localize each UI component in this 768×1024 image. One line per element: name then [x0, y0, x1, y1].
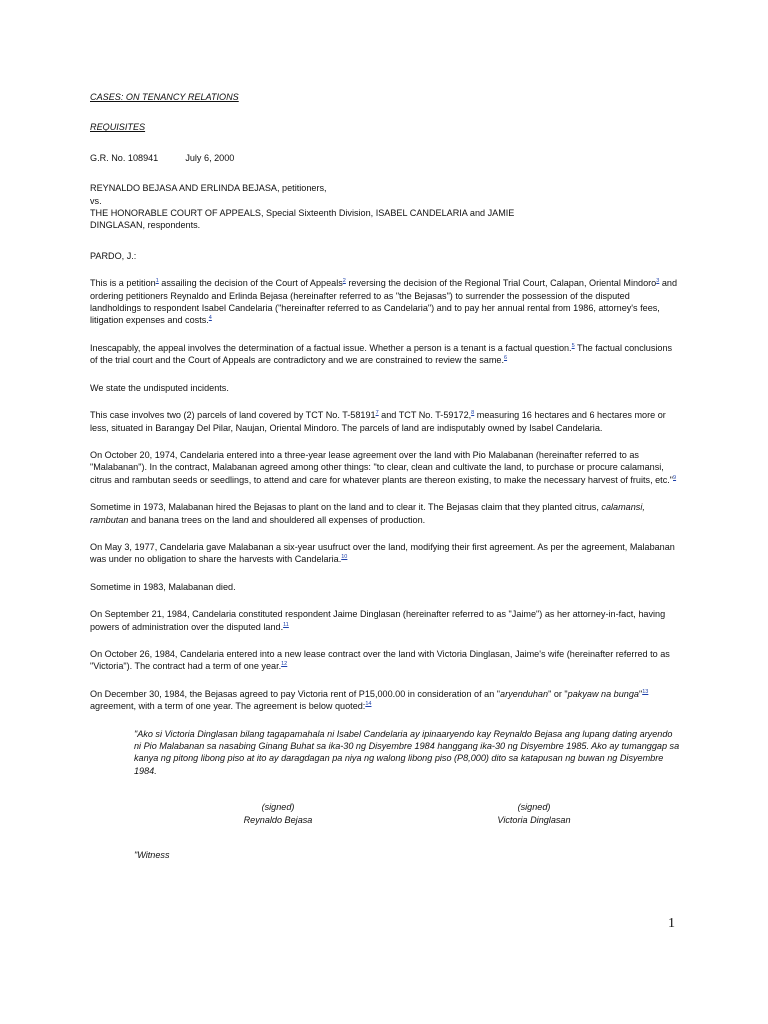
- document-title: CASES: ON TENANCY RELATIONS: [90, 92, 239, 102]
- paragraph-text: On October 20, 1974, Candelaria entered into a three-year lease agreement over the land with Pio Malabanan (hereinafter referred to as "Malabanan"). In the contract, Malabanan agreed among other things: "to clear, clean and cultivate the land, to purchase or procure calamansi, citrus and rambutan seeds or seedlings, to attend and care for whatever plants are thereon existing, to make the necessary harvest of fruits, etc.": [90, 449, 674, 485]
- paragraph-text: and ordering petitioners Reynaldo and Erlinda Bejasa (hereinafter referred to as "the Bejasas") to surrender the possession of the disputed landholdings to respondent Isabel Candelaria ("hereinafter referred to as Candelaria") and to pay her annual rental from 1986, attorney's fees, litigation expenses and costs.: [90, 278, 677, 326]
- paragraph-text: On December 30, 1984, the Bejasas agreed to pay Victoria rent of P15,000.00 in consideration of an ": [90, 688, 501, 699]
- footnote-link[interactable]: 1: [155, 278, 159, 285]
- case-header: [90, 152, 680, 164]
- body-paragraph: [90, 648, 680, 673]
- paragraph-text: assailing the decision of the Court of Appeals: [158, 278, 343, 289]
- body-paragraph: [90, 342, 680, 367]
- case-date: July 6, 2000: [185, 152, 235, 163]
- footnote-link[interactable]: 9: [673, 474, 677, 481]
- paragraph-text: agreement, with a term of one year. The agreement is below quoted:: [90, 701, 366, 712]
- body-paragraph: [90, 541, 680, 566]
- document-page: [90, 91, 680, 862]
- body-paragraph: [90, 608, 680, 633]
- body-paragraph: [90, 449, 680, 486]
- signed-label: (signed): [517, 802, 551, 813]
- signature-block: [90, 801, 680, 827]
- paragraph-text: measuring 16 hectares and 6 hectares more or less, situated in Barangay Del Pilar, Naujan, Oriental Mindoro. The parcels of land are indisputably owned by Isabel Candelaria.: [90, 410, 666, 433]
- italic-term: aryenduhan: [500, 688, 549, 699]
- body-paragraph: [90, 581, 680, 593]
- respondents-line-2: DINGLASAN, respondents.: [90, 220, 201, 231]
- footnote-link[interactable]: 12: [281, 661, 288, 668]
- body-paragraph: [90, 688, 680, 713]
- document-subtitle: REQUISITES: [90, 122, 146, 133]
- signature-victoria: [464, 801, 604, 826]
- footnote-link[interactable]: 11: [283, 621, 289, 628]
- signed-label: (signed): [261, 802, 295, 813]
- signatory-name: Reynaldo Bejasa: [243, 814, 313, 825]
- paragraph-text: On September 21, 1984, Candelaria constituted respondent Jaime Dinglasan (hereinafter referred to as "Jaime") as her attorney-in-fact, having powers of administration over the disputed land.: [90, 609, 666, 632]
- versus: vs.: [90, 195, 102, 206]
- body-paragraphs: [90, 277, 680, 712]
- footnote-link[interactable]: 6: [504, 355, 508, 362]
- footnote-link[interactable]: 7: [375, 410, 379, 417]
- ponente: PARDO, J.:: [90, 250, 137, 261]
- paragraph-text: The factual conclusions of the trial court and the Court of Appeals are contradictory and we are constrained to review the same.: [90, 342, 673, 366]
- footnote-link[interactable]: 14: [365, 701, 372, 708]
- body-paragraph: [90, 501, 680, 526]
- paragraph-text: and TCT No. T-59172,: [378, 410, 472, 421]
- footnote-link[interactable]: 10: [341, 554, 348, 561]
- paragraph-text: Sometime in 1983, Malabanan died.: [90, 581, 236, 592]
- petitioners: REYNALDO BEJASA AND ERLINDA BEJASA, petitioners,: [90, 183, 327, 194]
- signature-reynaldo: [208, 801, 348, 826]
- footnote-link[interactable]: 5: [571, 342, 575, 349]
- footnote-link[interactable]: 3: [656, 278, 660, 285]
- paragraph-text: Inescapably, the appeal involves the determination of a factual issue. Whether a person is a tenant is a factual question.: [90, 342, 572, 353]
- paragraph-text: ": [638, 688, 643, 699]
- body-paragraph: [90, 277, 680, 327]
- case-number: G.R. No. 108941: [90, 152, 159, 163]
- body-paragraph: [90, 382, 680, 394]
- signatory-name: Victoria Dinglasan: [497, 814, 571, 825]
- paragraph-text: On May 3, 1977, Candelaria gave Malabanan a six-year usufruct over the land, modifying their first agreement. As per the agreement, Malabanan was under no obligation to share the harvests with Candelaria.: [90, 541, 675, 565]
- footnote-link[interactable]: 13: [642, 688, 649, 695]
- body-paragraph: [90, 409, 680, 434]
- footnote-link[interactable]: 2: [342, 278, 346, 285]
- paragraph-text: We state the undisputed incidents.: [90, 382, 229, 393]
- italic-term: calamansi, rambutan: [90, 502, 645, 525]
- paragraph-text: On October 26, 1984, Candelaria entered into a new lease contract over the land with Victoria Dinglasan, Jaime's wife (hereinafter referred to as "Victoria"). The contract had a term of one year.: [90, 648, 670, 672]
- paragraph-text: " or ": [548, 688, 568, 699]
- footnote-link[interactable]: 4: [208, 315, 212, 322]
- respondents-line-1: THE HONORABLE COURT OF APPEALS, Special Sixteenth Division, ISABEL CANDELARIA and JAMIE: [90, 208, 515, 219]
- footnote-link[interactable]: 8: [471, 410, 475, 417]
- paragraph-text: This is a petition: [90, 278, 156, 289]
- paragraph-text: Sometime in 1973, Malabanan hired the Bejasas to plant on the land and to clear it. The Bejasas claim that they planted citrus,: [90, 502, 602, 513]
- paragraph-text: This case involves two (2) parcels of land covered by TCT No. T-58191: [90, 410, 376, 421]
- page-number: 1: [668, 916, 675, 931]
- case-parties: [90, 182, 680, 232]
- paragraph-text: reversing the decision of the Regional Trial Court, Calapan, Oriental Mindoro: [345, 278, 657, 289]
- quoted-agreement: "Ako si Victoria Dinglasan bilang tagapamahala ni Isabel Candelaria ay ipinaaryendo kay Reynaldo Bejasa ang lupang dating aryendo ni Pio Malabanan sa nasabing Ginang Buhat sa ika-30 ng Disyembre 1984 hanggang ika-30 ng Disyembre 1985. Ako ay tumanggap sa kanya ng pitong libong piso at ito ay daragdagan pa niya ng walong libong piso (P8,000) dito sa katapusan ng buwan ng Disyembre 1984.: [134, 728, 680, 776]
- paragraph-text: and banana trees on the land and shouldered all expenses of production.: [128, 514, 426, 525]
- witness-label: "Witness: [134, 850, 170, 861]
- italic-term: pakyaw na bunga: [567, 688, 639, 699]
